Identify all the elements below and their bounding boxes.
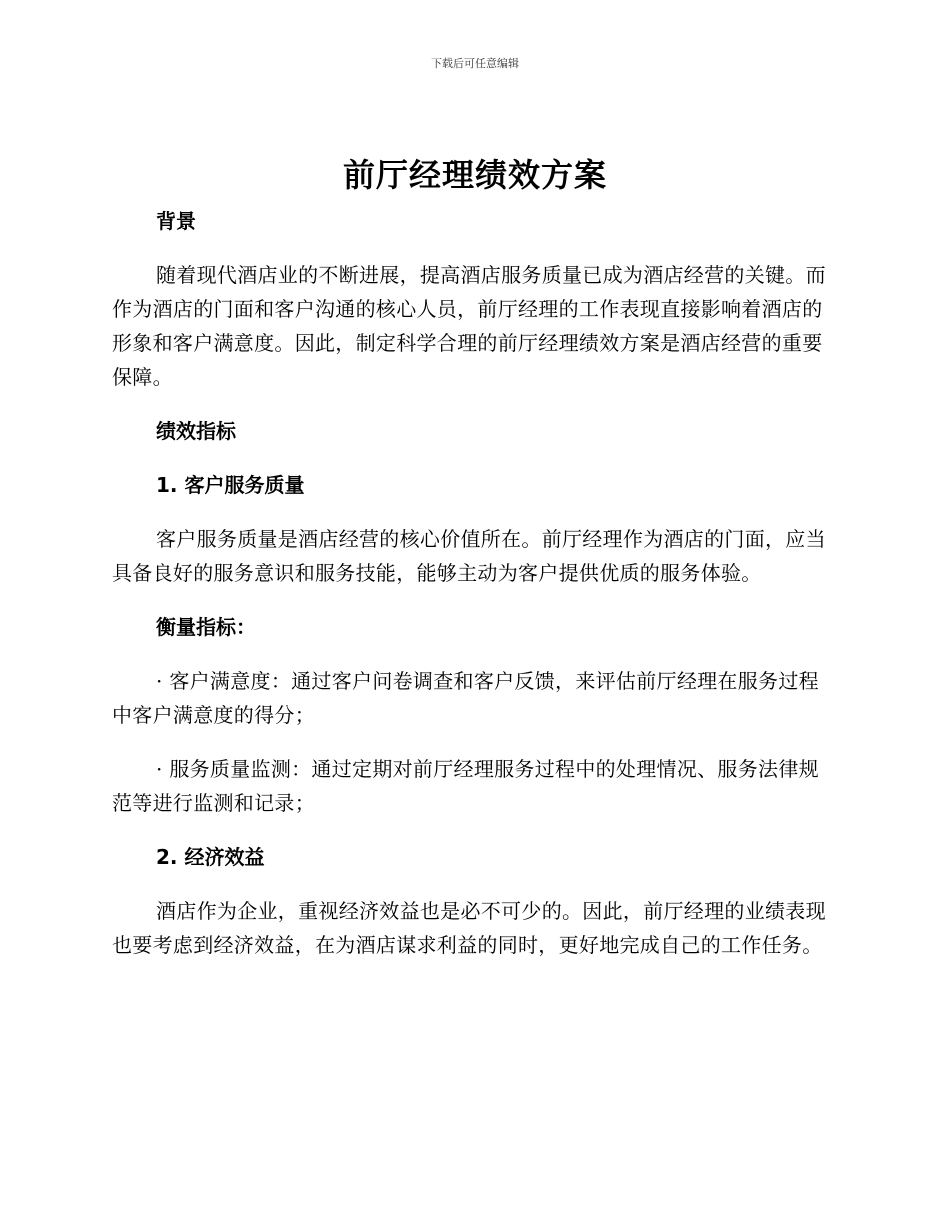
- measure-heading: 衡量指标：: [156, 615, 256, 639]
- item2-heading: 2. 经济效益: [156, 845, 265, 869]
- header-note: 下载后可任意编辑: [431, 57, 519, 70]
- indicators-heading: 绩效指标: [156, 419, 236, 443]
- background-paragraph: 随着现代酒店业的不断进展，提高酒店服务质量已成为酒店经营的关键。而作为酒店的门面和客户沟通的核心人员，前厅经理的工作表现直接影响着酒店的形象和客户满意度。因此，制定科学合理的前厅经理绩效方案是酒店经营的重要保障。: [112, 263, 826, 389]
- item2-paragraph: 酒店作为企业，重视经济效益也是必不可少的。因此，前厅经理的业绩表现也要考虑到经济效益，在为酒店谋求利益的同时，更好地完成自己的工作任务。: [112, 899, 826, 957]
- bullet-satisfaction: · 客户满意度：通过客户问卷调查和客户反馈，来评估前厅经理在服务过程中客户满意度的得分；: [112, 669, 819, 727]
- bullet-quality-monitoring: · 服务质量监测：通过定期对前厅经理服务过程中的处理情况、服务法律规范等进行监测和记录；: [112, 757, 819, 815]
- item1-heading: 1. 客户服务质量: [156, 473, 305, 497]
- document-title: 前厅经理绩效方案: [342, 156, 607, 194]
- document-body: [112, 204, 832, 982]
- background-heading: 背景: [156, 209, 196, 233]
- item1-paragraph: 客户服务质量是酒店经营的核心价值所在。前厅经理作为酒店的门面，应当具备良好的服务意识和服务技能，能够主动为客户提供优质的服务体验。: [112, 527, 826, 585]
